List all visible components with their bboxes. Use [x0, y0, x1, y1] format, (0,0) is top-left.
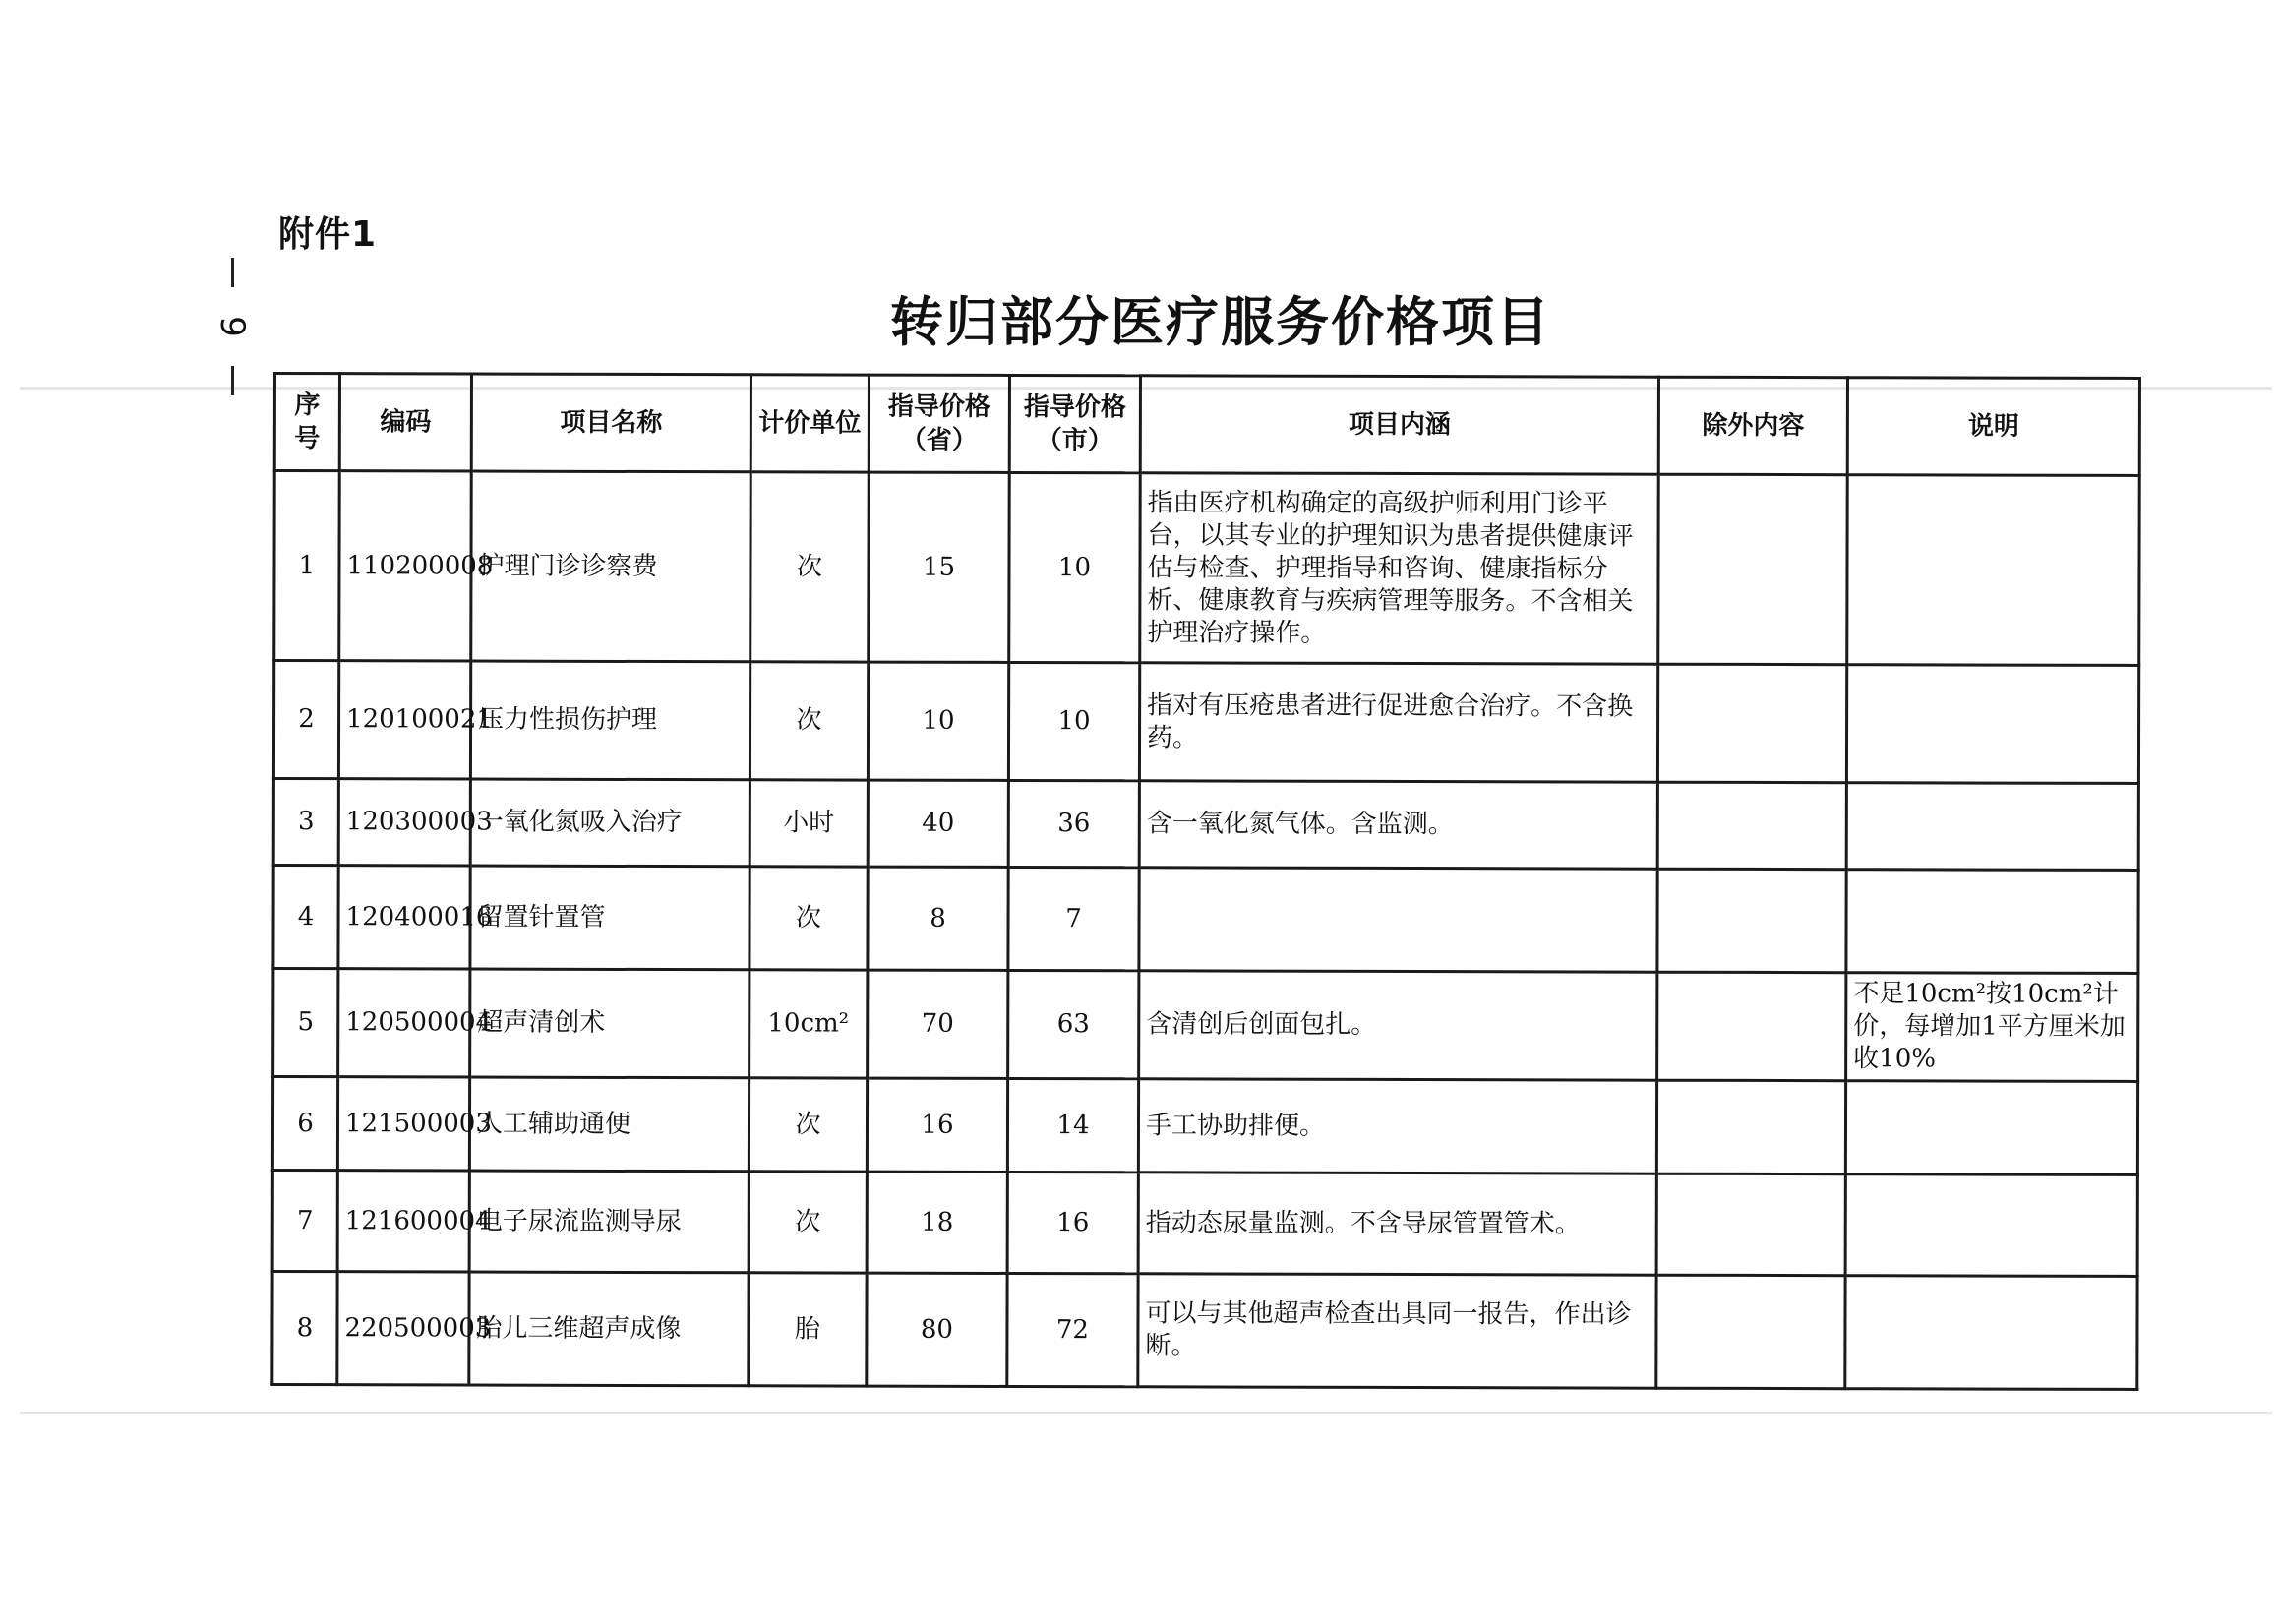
row-note	[1845, 1276, 2137, 1390]
header-content: 项目内涵	[1140, 376, 1658, 474]
row-no: 8	[272, 1272, 337, 1385]
table-header-row	[274, 374, 2139, 476]
header-price-province: 指导价格（省）	[869, 375, 1009, 472]
row-note	[1846, 870, 2138, 974]
row-content: 指动态尿量监测。不含导尿管置管术。	[1138, 1173, 1656, 1275]
row-code: 220500003	[337, 1272, 469, 1385]
row-no: 2	[273, 661, 338, 779]
table-row	[273, 779, 2138, 871]
row-content: 含清创后创面包扎。	[1139, 971, 1657, 1080]
row-excluded	[1657, 869, 1846, 973]
row-code: 110200008	[339, 471, 472, 661]
row-excluded	[1656, 1080, 1845, 1174]
row-excluded	[1656, 1173, 1845, 1276]
row-unit: 次	[750, 472, 870, 662]
table-row	[274, 471, 2139, 666]
row-no: 4	[273, 866, 338, 969]
row-unit: 胎	[749, 1273, 867, 1386]
row-content	[1139, 868, 1657, 972]
page-number: 9	[211, 316, 252, 337]
row-unit: 次	[750, 867, 868, 970]
row-content: 含一氧化氮气体。含监测。	[1139, 781, 1657, 869]
row-name: 超声清创术	[470, 969, 750, 1078]
row-price-province: 10	[868, 662, 1008, 780]
row-excluded	[1658, 474, 1848, 665]
header-unit: 计价单位	[750, 375, 869, 472]
row-code: 121500003	[337, 1077, 469, 1171]
row-note	[1845, 1174, 2137, 1277]
row-excluded	[1657, 664, 1846, 783]
row-unit: 次	[749, 1172, 867, 1273]
row-code: 120400016	[338, 866, 470, 969]
row-no: 3	[273, 779, 338, 866]
row-price-province: 70	[868, 970, 1008, 1078]
row-price-city: 72	[1007, 1273, 1138, 1386]
row-name: 胎儿三维超声成像	[469, 1272, 749, 1386]
row-note: 不足10cm²按10cm²计价，每增加1平方厘米加收10%	[1846, 973, 2138, 1082]
row-excluded	[1656, 1275, 1845, 1389]
row-note	[1846, 783, 2138, 871]
row-code: 121600004	[337, 1171, 469, 1272]
row-excluded	[1657, 972, 1846, 1081]
table-row	[272, 1171, 2137, 1277]
row-no: 6	[272, 1077, 337, 1171]
price-table	[270, 372, 2141, 1391]
row-no: 1	[274, 471, 340, 661]
scan-band-bottom	[20, 1412, 2272, 1414]
row-unit: 次	[749, 1078, 867, 1172]
row-price-province: 80	[867, 1273, 1007, 1386]
row-name: 电子尿流监测导尿	[469, 1171, 749, 1273]
row-price-province: 40	[868, 780, 1008, 867]
row-name: 留置针置管	[470, 866, 750, 970]
row-unit: 小时	[750, 780, 868, 867]
row-code: 120300003	[338, 779, 470, 866]
table-row	[273, 661, 2138, 784]
row-content: 手工协助排便。	[1138, 1079, 1656, 1173]
row-price-province: 16	[867, 1078, 1007, 1172]
table-row	[272, 1077, 2137, 1175]
row-no: 5	[273, 969, 338, 1077]
row-price-province: 8	[868, 867, 1008, 970]
row-note	[1846, 665, 2138, 784]
row-price-city: 16	[1007, 1172, 1138, 1273]
row-unit: 次	[750, 662, 868, 780]
row-no: 7	[272, 1171, 337, 1272]
row-code: 120100021	[338, 661, 470, 779]
row-price-city: 10	[1009, 472, 1141, 662]
table-row	[273, 866, 2138, 974]
header-note: 说明	[1847, 378, 2139, 476]
row-content: 指由医疗机构确定的高级护师利用门诊平台，以其专业的护理知识为患者提供健康评估与检查、护理指导和咨询、健康指标分析、健康教育与疾病管理等服务。不含相关护理治疗操作。	[1140, 473, 1659, 664]
row-code: 120500004	[338, 969, 470, 1077]
row-price-city: 7	[1008, 867, 1139, 970]
row-content: 指对有压疮患者进行促进愈合治疗。不含换药。	[1139, 663, 1657, 782]
header-price-city: 指导价格（市）	[1009, 375, 1140, 472]
row-name: 一氧化氮吸入治疗	[470, 779, 750, 867]
row-excluded	[1657, 782, 1846, 870]
row-name: 压力性损伤护理	[470, 661, 750, 780]
header-excluded: 除外内容	[1658, 377, 1847, 475]
row-price-province: 18	[867, 1172, 1007, 1273]
row-price-city: 63	[1008, 970, 1139, 1078]
row-name: 人工辅助通便	[469, 1077, 749, 1172]
attachment-label: 附件1	[278, 214, 378, 255]
header-name: 项目名称	[471, 374, 750, 472]
row-content: 可以与其他超声检查出具同一报告，作出诊断。	[1138, 1274, 1656, 1388]
page-number-marker	[212, 258, 252, 395]
row-price-city: 10	[1008, 662, 1139, 780]
page-number-dash-top	[231, 258, 234, 287]
row-note	[1847, 475, 2140, 666]
row-name: 护理门诊诊察费	[471, 471, 751, 662]
header-code: 编码	[339, 374, 471, 471]
row-price-city: 36	[1008, 780, 1139, 867]
document-title: 转归部分医疗服务价格项目	[890, 290, 1551, 353]
table-row	[273, 969, 2138, 1082]
row-note	[1845, 1081, 2137, 1175]
page-number-dash-bottom	[231, 366, 234, 395]
row-unit: 10cm²	[750, 970, 868, 1078]
table-row	[272, 1272, 2137, 1390]
header-no: 序号	[274, 374, 339, 471]
row-price-city: 14	[1007, 1078, 1138, 1172]
row-price-province: 15	[869, 472, 1010, 662]
